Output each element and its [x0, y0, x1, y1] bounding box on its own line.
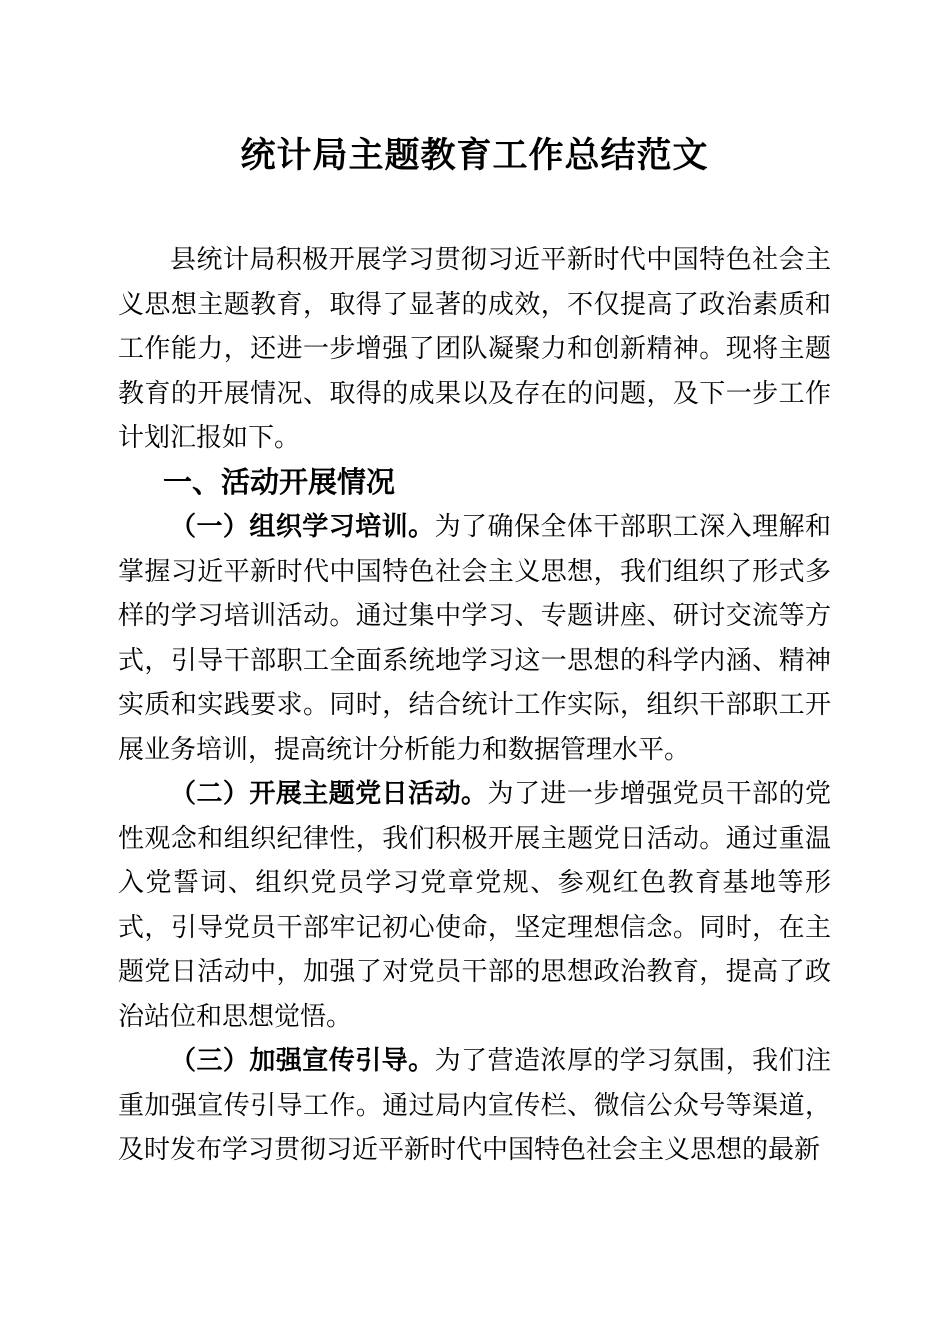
document-content: [118, 0, 831, 1173]
intro-paragraph: 县统计局积极开展学习贯彻习近平新时代中国特色社会主义思想主题教育，取得了显著的成效，不仅提高了政治素质和工作能力，还进一步增强了团队凝聚力和创新精神。现将主题教育的开展情况、取得的成果以及存在的问题，及下一步工作计划汇报如下。: [118, 245, 831, 452]
document-title: 统计局主题教育工作总结范文: [240, 136, 709, 175]
section-heading: 一、活动开展情况: [163, 466, 396, 499]
subsection-2-lead: （二）开展主题党日活动。: [170, 779, 488, 808]
subsection-3-body: 为了营造浓厚的学习氛围，我们注重加强宣传引导工作。通过局内宣传栏、微信公众号等渠道，及时发布学习贯彻习近平新时代中国特色社会主义思想的最新: [118, 1046, 831, 1164]
subsection-paragraph-1: [118, 505, 831, 772]
subsection-1-lead: （一）组织学习培训。: [170, 512, 435, 541]
subsection-3-lead: （三）加强宣传引导。: [170, 1046, 435, 1075]
subsection-2-body: 为了进一步增强党员干部的党性观念和组织纪律性，我们积极开展主题党日活动。通过重温入党誓词、组织党员学习党章党规、参观红色教育基地等形式，引导党员干部牢记初心使命，坚定理想信念。同时，在主题党日活动中，加强了对党员干部的思想政治教育，提高了政治站位和思想觉悟。: [118, 779, 831, 1031]
subsection-paragraph-3: [118, 1039, 831, 1173]
subsection-1-body: 为了确保全体干部职工深入理解和掌握习近平新时代中国特色社会主义思想，我们组织了形式多样的学习培训活动。通过集中学习、专题讲座、研讨交流等方式，引导干部职工全面系统地学习这一思想的科学内涵、精神实质和实践要求。同时，结合统计工作实际，组织干部职工开展业务培训，提高统计分析能力和数据管理水平。: [118, 512, 831, 764]
subsection-paragraph-2: [118, 772, 831, 1039]
